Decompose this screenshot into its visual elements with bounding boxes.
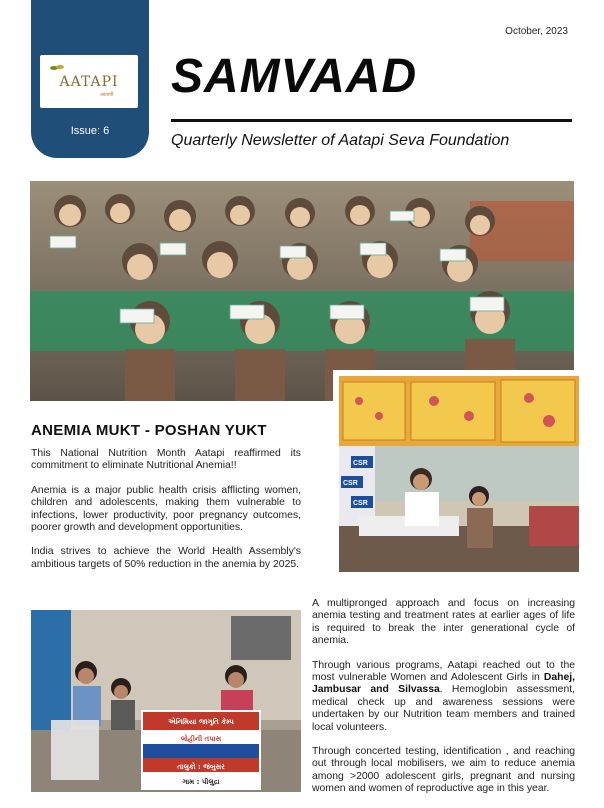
newsletter-subtitle: Quarterly Newsletter of Aatapi Seva Foundation [171,132,510,149]
issue-date: October, 2023 [505,26,568,37]
medical-checkup-photo [333,370,579,572]
issue-number: Issue: 6 [70,125,110,137]
anemia-camp-photo [31,610,301,792]
camp-banner-title: એનિમિયા જાગૃતિ કેમ્પ [168,718,234,726]
title-rule [171,119,572,122]
logo-subtext: आतापी [100,92,114,98]
aatapi-logo [40,55,138,108]
paragraph-multipronged: A multipronged approach and focus on increasing anemia testing and treatment rates at earlier ages of life is required to break the inter generational cycle of anemia. [312,598,575,647]
paragraph-programs [312,660,575,734]
right-column-text [312,598,575,808]
programs-text-1: Through various programs, Aatapi reached out to the most vulnerable Women and Adolescent Girls in [312,659,575,684]
paragraph-target: Through concerted testing, identification , and reaching out through local mobilisers, we aim to reduce anemia among >2000 adolescent girls, pregnant and nursing women and women of reproductive age in this year. [312,746,575,795]
students-photo [30,181,574,401]
programs-text-2: . Hemoglobin assessment, medical check up and awareness sessions were undertaken by our Nutrition team members and trained local volunteers. [312,684,575,733]
csr-label-3: CSR [353,500,368,507]
paragraph-anemia-crisis: Anemia is a major public health crisis afflicting women, children and adolescents, making them vulnerable to infections, lower productivity, poor pregnancy outcomes, poorer growth and development opportunities. [31,484,301,534]
logo-text: AATAPI [59,73,119,90]
paragraph-intro: This National Nutrition Month Aatapi reaffirmed its commitment to eliminate Nutritional Anemia!! [31,448,301,472]
csr-label-2: CSR [343,480,358,487]
paragraph-india-targets: India strives to achieve the World Health Assembly's ambitious targets of 50% reduction in the anemia by 2025. [31,546,301,570]
camp-banner-taluka: તાલુકો : જંબુસર [177,763,225,771]
camp-banner-village: ગામ : પીલુદ્રા [182,778,220,786]
left-column-text [31,448,301,583]
program-locations: Dahej, Jambusar and Silvassa [312,672,575,696]
leaf-icon [50,63,64,73]
newsletter-title: SAMVAAD [171,50,418,103]
camp-banner-subtitle: લોહીની તપાસ [180,735,222,743]
article-headline: ANEMIA MUKT - POSHAN YUKT [31,422,267,439]
csr-label-1: CSR [353,460,368,467]
